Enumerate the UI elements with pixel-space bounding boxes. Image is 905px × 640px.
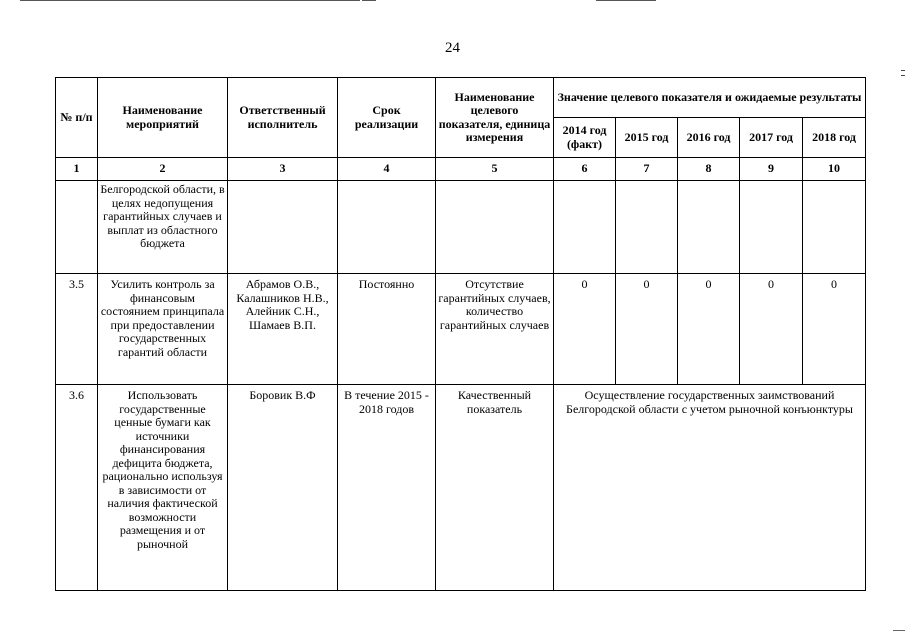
row-indicator: Отсутствие гарантийных случаев, количество гарантийных случаев — [436, 274, 554, 385]
header-measures: Наименование мероприятий — [98, 78, 228, 158]
row-value — [616, 181, 678, 274]
row-indicator: Качественный показатель — [436, 385, 554, 591]
row-value: 0 — [554, 274, 616, 385]
row-term — [338, 181, 436, 274]
row-responsible: Абрамов О.В., Калашников Н.В., Алейник С.Н., Шамаев В.П. — [228, 274, 338, 385]
row-value: 0 — [678, 274, 740, 385]
row-value: 0 — [803, 274, 866, 385]
table-row — [56, 274, 866, 385]
scan-artifact-right-2 — [901, 75, 905, 76]
column-number: 3 — [228, 158, 338, 181]
row-no: 3.6 — [56, 385, 98, 591]
row-measure: Белгородской области, в целях недопущения гарантийных случаев и выплат из областного бюджета — [98, 181, 228, 274]
measures-table — [55, 77, 866, 591]
row-no: 3.5 — [56, 274, 98, 385]
column-number: 5 — [436, 158, 554, 181]
table-row — [56, 385, 866, 591]
column-number: 8 — [678, 158, 740, 181]
row-term: В течение 2015 - 2018 годов — [338, 385, 436, 591]
header-year: 2018 год — [803, 118, 866, 158]
column-numbers-row — [56, 158, 866, 181]
row-value — [678, 181, 740, 274]
header-no: № п/п — [56, 78, 98, 158]
header-term: Срок реализации — [338, 78, 436, 158]
row-measure: Усилить контроль за финансовым состоянием принципала при предоставлении государственных гарантий области — [98, 274, 228, 385]
scan-artifact-top-left — [20, 0, 360, 1]
column-number: 6 — [554, 158, 616, 181]
header-values-group: Значение целевого показателя и ожидаемые результаты — [554, 78, 866, 118]
column-number: 2 — [98, 158, 228, 181]
column-number: 10 — [803, 158, 866, 181]
row-responsible: Боровик В.Ф — [228, 385, 338, 591]
row-no — [56, 181, 98, 274]
header-indicator: Наименование целевого показателя, единица измерения — [436, 78, 554, 158]
table-row — [56, 181, 866, 274]
scan-artifact-top-right — [596, 0, 656, 1]
header-year: 2016 год — [678, 118, 740, 158]
header-year: 2017 год — [740, 118, 803, 158]
column-number: 4 — [338, 158, 436, 181]
row-value — [554, 181, 616, 274]
row-merged-value: Осуществление государственных заимствований Белгородской области с учетом рыночной конъюнктуры — [554, 385, 866, 591]
row-measure: Использовать государственные ценные бумаги как источники финансирования дефицита бюджета, рационально используя в зависимости от наличия фактической возможности размещения и от рыночной — [98, 385, 228, 591]
header-row-top — [56, 78, 866, 118]
page-number: 24 — [445, 40, 460, 56]
header-responsible: Ответственный исполнитель — [228, 78, 338, 158]
row-value: 0 — [740, 274, 803, 385]
row-value: 0 — [616, 274, 678, 385]
scan-artifact-bottom-right — [893, 630, 905, 631]
row-value — [803, 181, 866, 274]
row-value — [740, 181, 803, 274]
header-year: 2014 год (факт) — [554, 118, 616, 158]
column-number: 1 — [56, 158, 98, 181]
column-number: 7 — [616, 158, 678, 181]
row-term: Постоянно — [338, 274, 436, 385]
scan-artifact-top-mid — [362, 0, 376, 1]
column-number: 9 — [740, 158, 803, 181]
header-year: 2015 год — [616, 118, 678, 158]
scan-artifact-right-1 — [901, 70, 905, 71]
row-responsible — [228, 181, 338, 274]
row-indicator — [436, 181, 554, 274]
